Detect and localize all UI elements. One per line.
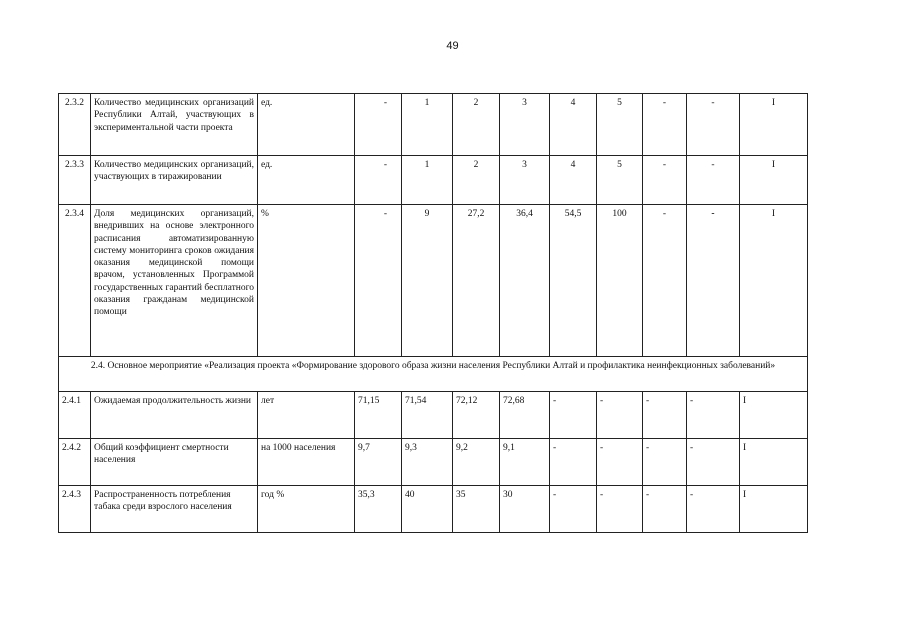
- value-cell: 30: [500, 486, 550, 533]
- value-cell: -: [687, 486, 740, 533]
- row-number: 2.4.1: [59, 392, 91, 439]
- section-row: [59, 357, 808, 392]
- value-cell: 9: [402, 205, 453, 357]
- value-cell: -: [643, 94, 687, 156]
- value-cell: 72,68: [500, 392, 550, 439]
- unit-cell: ед.: [258, 156, 355, 205]
- value-cell: 40: [402, 486, 453, 533]
- value-cell: -: [355, 205, 402, 357]
- table-row: [59, 486, 808, 533]
- value-cell: -: [643, 439, 687, 486]
- value-cell: 71,15: [355, 392, 402, 439]
- value-cell: I: [740, 94, 808, 156]
- unit-cell: год %: [258, 486, 355, 533]
- value-cell: I: [740, 439, 808, 486]
- table-row: [59, 439, 808, 486]
- value-cell: 5: [597, 94, 643, 156]
- value-cell: -: [355, 156, 402, 205]
- unit-cell: %: [258, 205, 355, 357]
- indicator-name: Количество медицинских организаций, участвующих в тиражировании: [91, 156, 258, 205]
- value-cell: -: [687, 392, 740, 439]
- indicator-name: Количество медицинских организаций Республики Алтай, участвующих в экспериментальной части проекта: [91, 94, 258, 156]
- unit-cell: ед.: [258, 94, 355, 156]
- value-cell: 5: [597, 156, 643, 205]
- value-cell: 3: [500, 94, 550, 156]
- unit-cell: на 1000 населения: [258, 439, 355, 486]
- indicator-name: Общий коэффициент смертности населения: [91, 439, 258, 486]
- value-cell: -: [550, 486, 597, 533]
- indicator-name: Доля медицинских организаций, внедривших на основе электронного расписания автоматизированную систему мониторинга сроков ожидания оказания медицинской помощи врачом, установленных Программой государственных гарантий бесплатного оказания гражданам медицинской помощи: [91, 205, 258, 357]
- value-cell: -: [550, 392, 597, 439]
- value-cell: 1: [402, 94, 453, 156]
- table-row: [59, 205, 808, 357]
- value-cell: 35,3: [355, 486, 402, 533]
- value-cell: 36,4: [500, 205, 550, 357]
- value-cell: -: [687, 439, 740, 486]
- value-cell: 72,12: [453, 392, 500, 439]
- value-cell: -: [643, 156, 687, 205]
- indicator-name: Распространенность потребления табака среди взрослого населения: [91, 486, 258, 533]
- value-cell: -: [643, 392, 687, 439]
- row-number: 2.4.3: [59, 486, 91, 533]
- value-cell: I: [740, 392, 808, 439]
- value-cell: -: [643, 205, 687, 357]
- row-number: 2.3.2: [59, 94, 91, 156]
- value-cell: 1: [402, 156, 453, 205]
- page-number: 49: [446, 40, 459, 52]
- value-cell: 9,7: [355, 439, 402, 486]
- value-cell: 2: [453, 156, 500, 205]
- unit-cell: лет: [258, 392, 355, 439]
- value-cell: -: [597, 392, 643, 439]
- value-cell: 71,54: [402, 392, 453, 439]
- value-cell: -: [687, 156, 740, 205]
- row-number: 2.4.2: [59, 439, 91, 486]
- value-cell: I: [740, 205, 808, 357]
- table-row: [59, 156, 808, 205]
- value-cell: -: [597, 486, 643, 533]
- table-row: [59, 392, 808, 439]
- value-cell: 4: [550, 94, 597, 156]
- value-cell: 27,2: [453, 205, 500, 357]
- section-heading: 2.4. Основное мероприятие «Реализация проекта «Формирование здорового образа жизни населения Республики Алтай и профилактика неинфекционных заболеваний»: [59, 357, 808, 392]
- value-cell: -: [687, 94, 740, 156]
- value-cell: -: [550, 439, 597, 486]
- value-cell: 3: [500, 156, 550, 205]
- value-cell: -: [643, 486, 687, 533]
- indicators-table: [58, 93, 808, 533]
- value-cell: I: [740, 486, 808, 533]
- row-number: 2.3.3: [59, 156, 91, 205]
- value-cell: 9,3: [402, 439, 453, 486]
- value-cell: -: [355, 94, 402, 156]
- value-cell: 100: [597, 205, 643, 357]
- value-cell: -: [687, 205, 740, 357]
- value-cell: 2: [453, 94, 500, 156]
- value-cell: 9,2: [453, 439, 500, 486]
- row-number: 2.3.4: [59, 205, 91, 357]
- value-cell: 9,1: [500, 439, 550, 486]
- value-cell: 35: [453, 486, 500, 533]
- value-cell: 54,5: [550, 205, 597, 357]
- table-row: [59, 94, 808, 156]
- value-cell: -: [597, 439, 643, 486]
- value-cell: I: [740, 156, 808, 205]
- value-cell: 4: [550, 156, 597, 205]
- indicator-name: Ожидаемая продолжительность жизни: [91, 392, 258, 439]
